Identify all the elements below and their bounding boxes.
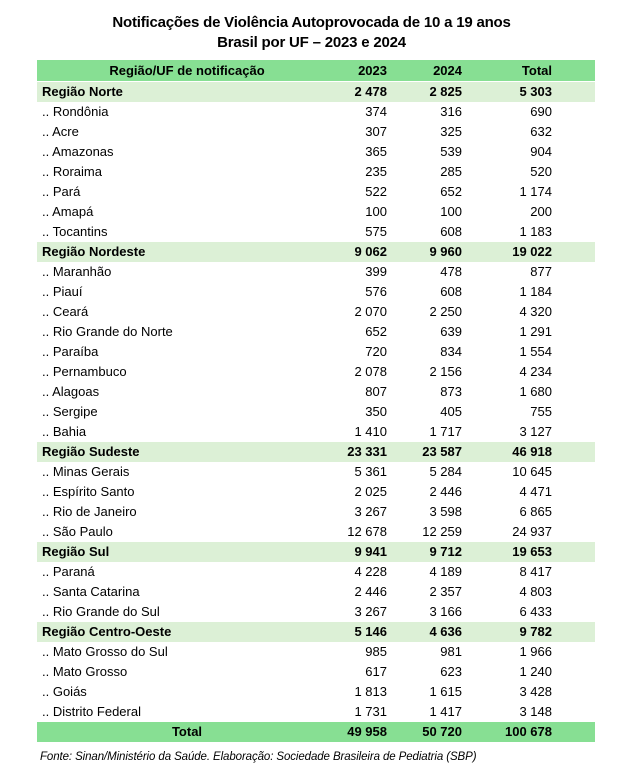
value-total: 1 240 (480, 662, 595, 682)
value-2023: 522 (337, 182, 405, 202)
value-2023: 720 (337, 342, 405, 362)
value-2024: 316 (405, 102, 480, 122)
value-2023: 617 (337, 662, 405, 682)
value-2024: 3 598 (405, 502, 480, 522)
value-2024: 873 (405, 382, 480, 402)
uf-row (37, 642, 595, 662)
row-label: Região Centro-Oeste (37, 622, 337, 642)
column-header-2023: 2023 (337, 60, 405, 82)
value-2023: 350 (337, 402, 405, 422)
uf-row (37, 122, 595, 142)
uf-row (37, 462, 595, 482)
uf-row (37, 502, 595, 522)
value-2023: 100 (337, 202, 405, 222)
uf-row (37, 102, 595, 122)
notifications-table (37, 60, 595, 742)
value-2023: 2 478 (337, 82, 405, 103)
value-2023: 9 941 (337, 542, 405, 562)
uf-row (37, 382, 595, 402)
value-2024: 478 (405, 262, 480, 282)
value-2023: 374 (337, 102, 405, 122)
value-total: 4 471 (480, 482, 595, 502)
value-total: 1 680 (480, 382, 595, 402)
value-total: 9 782 (480, 622, 595, 642)
grand-total-row (37, 722, 595, 742)
row-label: .. Amazonas (37, 142, 337, 162)
value-2023: 5 146 (337, 622, 405, 642)
value-total: 3 428 (480, 682, 595, 702)
uf-row (37, 262, 595, 282)
value-total: 1 291 (480, 322, 595, 342)
value-2023: 576 (337, 282, 405, 302)
row-label: .. Mato Grosso (37, 662, 337, 682)
value-2024: 623 (405, 662, 480, 682)
value-total: 3 148 (480, 702, 595, 722)
row-label: .. Acre (37, 122, 337, 142)
row-label: .. Rio Grande do Sul (37, 602, 337, 622)
title-line-1: Notificações de Violência Autoprovocada de 10 a 19 anos (112, 14, 511, 31)
uf-row (37, 282, 595, 302)
uf-row (37, 402, 595, 422)
value-total: 24 937 (480, 522, 595, 542)
uf-row (37, 482, 595, 502)
uf-row (37, 562, 595, 582)
value-2023: 235 (337, 162, 405, 182)
value-total: 1 554 (480, 342, 595, 362)
value-2024: 23 587 (405, 442, 480, 462)
row-label: .. Goiás (37, 682, 337, 702)
value-total: 1 184 (480, 282, 595, 302)
value-2024: 1 417 (405, 702, 480, 722)
title-line-2: Brasil por UF – 2023 e 2024 (217, 34, 406, 51)
value-total: 1 174 (480, 182, 595, 202)
value-2023: 3 267 (337, 602, 405, 622)
row-label: .. Pará (37, 182, 337, 202)
value-total: 755 (480, 402, 595, 422)
value-2024: 652 (405, 182, 480, 202)
value-total: 904 (480, 142, 595, 162)
value-total: 6 865 (480, 502, 595, 522)
value-2023: 12 678 (337, 522, 405, 542)
value-2023: 4 228 (337, 562, 405, 582)
value-2023: 307 (337, 122, 405, 142)
row-label: .. Distrito Federal (37, 702, 337, 722)
value-total: 4 803 (480, 582, 595, 602)
value-2023: 9 062 (337, 242, 405, 262)
value-total: 520 (480, 162, 595, 182)
value-2024: 50 720 (405, 722, 480, 742)
uf-row (37, 202, 595, 222)
uf-row (37, 422, 595, 442)
uf-row (37, 702, 595, 722)
row-label: .. Rio de Janeiro (37, 502, 337, 522)
value-total: 4 320 (480, 302, 595, 322)
uf-row (37, 302, 595, 322)
value-2023: 1 410 (337, 422, 405, 442)
value-2023: 2 070 (337, 302, 405, 322)
row-label: .. Ceará (37, 302, 337, 322)
region-total-row (37, 442, 595, 462)
value-2024: 834 (405, 342, 480, 362)
value-2024: 5 284 (405, 462, 480, 482)
uf-row (37, 342, 595, 362)
value-2024: 325 (405, 122, 480, 142)
uf-row (37, 662, 595, 682)
page-title (0, 0, 623, 53)
row-label: .. Minas Gerais (37, 462, 337, 482)
row-label: .. Paraíba (37, 342, 337, 362)
value-2024: 12 259 (405, 522, 480, 542)
value-total: 3 127 (480, 422, 595, 442)
value-2024: 405 (405, 402, 480, 422)
value-total: 10 645 (480, 462, 595, 482)
source-note: Fonte: Sinan/Ministério da Saúde. Elaboração: Sociedade Brasileira de Pediatria (SBP) (40, 751, 477, 763)
value-2024: 2 446 (405, 482, 480, 502)
column-header-region-uf: Região/UF de notificação (37, 60, 337, 82)
value-total: 46 918 (480, 442, 595, 462)
row-label: .. Santa Catarina (37, 582, 337, 602)
row-label: .. Rio Grande do Norte (37, 322, 337, 342)
value-2024: 100 (405, 202, 480, 222)
region-total-row (37, 622, 595, 642)
row-label: .. Rondônia (37, 102, 337, 122)
value-2023: 365 (337, 142, 405, 162)
value-2024: 639 (405, 322, 480, 342)
uf-row (37, 182, 595, 202)
row-label: .. Alagoas (37, 382, 337, 402)
uf-row (37, 322, 595, 342)
row-label: .. Maranhão (37, 262, 337, 282)
value-2024: 9 712 (405, 542, 480, 562)
value-2023: 3 267 (337, 502, 405, 522)
region-total-row (37, 242, 595, 262)
value-2024: 4 189 (405, 562, 480, 582)
value-total: 8 417 (480, 562, 595, 582)
column-header-total: Total (480, 60, 595, 82)
row-label: .. Sergipe (37, 402, 337, 422)
value-2024: 2 156 (405, 362, 480, 382)
value-total: 19 653 (480, 542, 595, 562)
region-total-row (37, 542, 595, 562)
column-header-2024: 2024 (405, 60, 480, 82)
uf-row (37, 222, 595, 242)
value-2023: 985 (337, 642, 405, 662)
value-2023: 575 (337, 222, 405, 242)
value-2024: 608 (405, 222, 480, 242)
row-label: .. Pernambuco (37, 362, 337, 382)
row-label: Região Sul (37, 542, 337, 562)
value-2024: 1 615 (405, 682, 480, 702)
value-2023: 1 813 (337, 682, 405, 702)
value-2023: 23 331 (337, 442, 405, 462)
value-2023: 2 078 (337, 362, 405, 382)
row-label: .. Bahia (37, 422, 337, 442)
row-label: Região Sudeste (37, 442, 337, 462)
value-total: 690 (480, 102, 595, 122)
uf-row (37, 602, 595, 622)
uf-row (37, 362, 595, 382)
uf-row (37, 582, 595, 602)
value-2023: 1 731 (337, 702, 405, 722)
row-label: .. Tocantins (37, 222, 337, 242)
value-total: 1 966 (480, 642, 595, 662)
value-total: 632 (480, 122, 595, 142)
value-2023: 807 (337, 382, 405, 402)
row-label: .. Espírito Santo (37, 482, 337, 502)
uf-row (37, 142, 595, 162)
row-label: .. Paraná (37, 562, 337, 582)
value-2024: 2 250 (405, 302, 480, 322)
value-2023: 5 361 (337, 462, 405, 482)
uf-row (37, 522, 595, 542)
value-total: 6 433 (480, 602, 595, 622)
uf-row (37, 162, 595, 182)
row-label: .. São Paulo (37, 522, 337, 542)
value-total: 877 (480, 262, 595, 282)
row-label: Região Norte (37, 82, 337, 103)
table-header-row (37, 60, 595, 82)
table-body (37, 82, 595, 743)
value-total: 4 234 (480, 362, 595, 382)
value-2024: 285 (405, 162, 480, 182)
value-2024: 2 357 (405, 582, 480, 602)
value-total: 1 183 (480, 222, 595, 242)
value-2023: 399 (337, 262, 405, 282)
value-2024: 9 960 (405, 242, 480, 262)
region-total-row (37, 82, 595, 103)
value-2023: 2 025 (337, 482, 405, 502)
row-label: .. Mato Grosso do Sul (37, 642, 337, 662)
value-total: 100 678 (480, 722, 595, 742)
value-2023: 652 (337, 322, 405, 342)
uf-row (37, 682, 595, 702)
row-label: .. Roraima (37, 162, 337, 182)
value-2024: 4 636 (405, 622, 480, 642)
value-2023: 49 958 (337, 722, 405, 742)
value-2024: 608 (405, 282, 480, 302)
value-2024: 1 717 (405, 422, 480, 442)
value-2023: 2 446 (337, 582, 405, 602)
value-2024: 3 166 (405, 602, 480, 622)
value-2024: 539 (405, 142, 480, 162)
value-total: 5 303 (480, 82, 595, 103)
value-2024: 981 (405, 642, 480, 662)
row-label: .. Amapá (37, 202, 337, 222)
value-total: 200 (480, 202, 595, 222)
row-label: .. Piauí (37, 282, 337, 302)
row-label: Região Nordeste (37, 242, 337, 262)
value-2024: 2 825 (405, 82, 480, 103)
value-total: 19 022 (480, 242, 595, 262)
row-label: Total (37, 722, 337, 742)
